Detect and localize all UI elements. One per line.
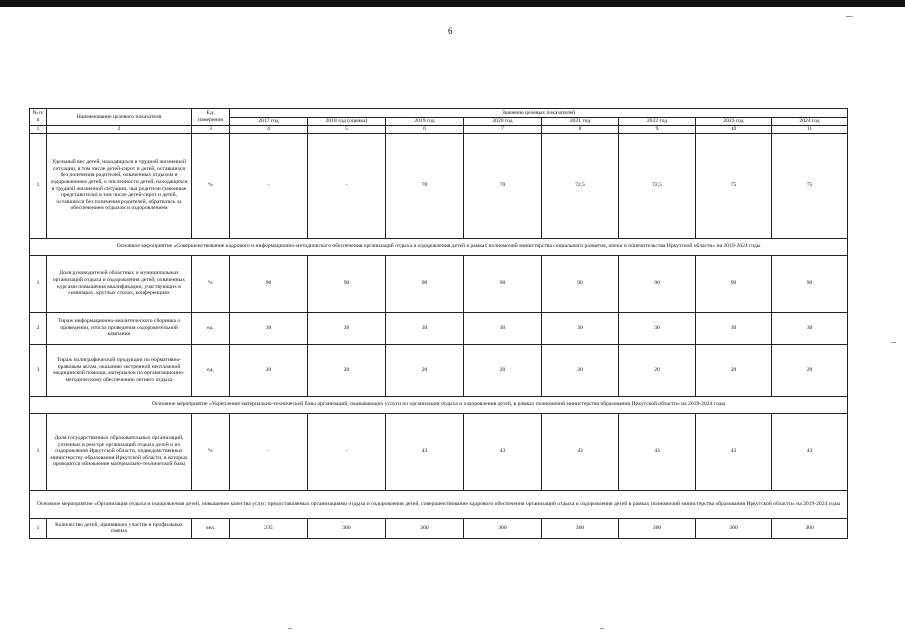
indicator-name: Удельный вес детей, находящихся в трудной жизненной ситуации, в том числе детей-сирот и детей, оставшихся без попечения родителей, охваченных отдыхом и оздоровлением детей, к численности детей, находящихся в трудной жизненной ситуации, чьи родители (законные представители) в том числе детей-сирот и детей, оставшихся без попечения родителей, обратились за обеспечением отдыхом и оздоровлением xyxy=(47,133,192,238)
indicator-value: 235 xyxy=(230,518,308,538)
indicator-value: 360 xyxy=(308,518,386,538)
indicator-value: - xyxy=(308,413,386,490)
row-number: 1 xyxy=(30,133,47,238)
indicator-value: 70 xyxy=(464,133,542,238)
indicator-value: 360 xyxy=(772,518,848,538)
indicator-value: 360 xyxy=(386,518,464,538)
indicator-row xyxy=(30,133,848,238)
indicator-value: 72,5 xyxy=(619,133,696,238)
indicator-value: 90 xyxy=(772,255,848,312)
column-number: 3 xyxy=(192,126,230,134)
column-number: 7 xyxy=(464,126,542,134)
indicator-value: 20 xyxy=(619,344,696,396)
indicator-value: 43 xyxy=(386,413,464,490)
page-number: 6 xyxy=(448,26,453,36)
header-year: 2024 год xyxy=(772,118,848,126)
indicator-value: 75 xyxy=(772,133,848,238)
indicator-value: 20 xyxy=(386,344,464,396)
indicator-value: 30 xyxy=(772,312,848,344)
indicator-value: - xyxy=(308,133,386,238)
column-numbers-row xyxy=(30,126,848,134)
indicator-value: - xyxy=(230,413,308,490)
row-number: 1 xyxy=(30,518,47,538)
header-year: 2020 год xyxy=(464,118,542,126)
indicator-value: 360 xyxy=(696,518,772,538)
indicator-value: 43 xyxy=(542,413,619,490)
scan-artifact-mark xyxy=(891,342,896,343)
section-row xyxy=(30,238,848,255)
indicator-value: 20 xyxy=(542,344,619,396)
indicator-value: 90 xyxy=(696,255,772,312)
section-title: Основное мероприятие «Организация отдыха и оздоровления детей, повышение качества услуг, предоставляемых организациями отдыха и оздоровления детей, совершенствование кадрового обеспечения организаций отдыха и оздоровления детей в рамках полномочий министерства образования Иркутской области» на 2019-2024 годы xyxy=(30,490,848,518)
indicator-value: 30 xyxy=(619,312,696,344)
column-number: 8 xyxy=(542,126,619,134)
indicator-value: 75 xyxy=(696,133,772,238)
column-number: 6 xyxy=(386,126,464,134)
indicator-value: 43 xyxy=(464,413,542,490)
header-year: 2021 год xyxy=(542,118,619,126)
column-number: 1 xyxy=(30,126,47,134)
section-row xyxy=(30,490,848,518)
scan-top-edge xyxy=(0,0,905,7)
indicator-name: Доля государственных образовательных организаций, учтенных в реестре организаций отдыха детей и их оздоровления Иркутской области, подведомственных министерству образования Иркутской области, в которых проводится обновление материально-технической базы xyxy=(47,413,192,490)
indicator-value: 43 xyxy=(696,413,772,490)
indicator-value: 90 xyxy=(464,255,542,312)
indicator-value: 20 xyxy=(230,344,308,396)
table-body xyxy=(30,133,848,538)
indicator-value: 360 xyxy=(542,518,619,538)
unit-of-measure: ед. xyxy=(192,344,230,396)
indicator-value: 20 xyxy=(772,344,848,396)
indicator-row xyxy=(30,255,848,312)
indicator-row xyxy=(30,344,848,396)
indicator-value: 360 xyxy=(619,518,696,538)
header-year: 2022 год xyxy=(619,118,696,126)
column-number: 11 xyxy=(772,126,848,134)
header-year: 2023 год xyxy=(696,118,772,126)
indicator-value: 20 xyxy=(308,344,386,396)
indicator-value: 43 xyxy=(772,413,848,490)
unit-of-measure: ед. xyxy=(192,312,230,344)
indicator-value: - xyxy=(230,133,308,238)
header-year: 2018 год (оценка) xyxy=(308,118,386,126)
column-number: 5 xyxy=(308,126,386,134)
column-number: 10 xyxy=(696,126,772,134)
indicator-value: 90 xyxy=(619,255,696,312)
indicator-row xyxy=(30,413,848,490)
unit-of-measure: % xyxy=(192,413,230,490)
unit-of-measure: % xyxy=(192,255,230,312)
indicator-value: 30 xyxy=(308,312,386,344)
scan-artifact-mark xyxy=(846,16,853,17)
row-number: 2 xyxy=(30,312,47,344)
header-year: 2017 год xyxy=(230,118,308,126)
indicator-value: 30 xyxy=(696,312,772,344)
indicator-name: Тираж информационно-аналитического сборника о проведении, итогах проведения оздоровительной кампании xyxy=(47,312,192,344)
indicator-value: 90 xyxy=(230,255,308,312)
section-title: Основное мероприятие «Совершенствование кадрового и информационно-методического обеспечения организаций отдыха и оздоровления детей в рамках полномочий министерства социального развития, опеки и попечительства Иркутской области» на 2019-2024 годы xyxy=(30,238,848,255)
section-row xyxy=(30,396,848,413)
indicator-value: 70 xyxy=(386,133,464,238)
target-indicators-table xyxy=(29,108,848,539)
header-unit: Ед. измерения xyxy=(192,109,230,126)
header-values-group: Значение целевых показателей xyxy=(230,109,848,118)
indicator-value: 20 xyxy=(696,344,772,396)
row-number: 1 xyxy=(30,255,47,312)
indicator-value: 30 xyxy=(230,312,308,344)
indicator-value: 90 xyxy=(542,255,619,312)
indicator-value: 72,5 xyxy=(542,133,619,238)
column-number: 4 xyxy=(230,126,308,134)
indicator-name: Количество детей, принявших участие в профильных сменах xyxy=(47,518,192,538)
indicator-value: 360 xyxy=(464,518,542,538)
header-name: Наименование целевого показателя xyxy=(47,109,192,126)
indicator-value: 30 xyxy=(542,312,619,344)
indicator-row xyxy=(30,518,848,538)
indicator-value: 30 xyxy=(386,312,464,344)
indicator-name: Доля руководителей областных и муниципальных организаций отдыха и оздоровления детей, охваченных курсами повышения квалификации, участвующих в семинарах, круглых столах, конференциях xyxy=(47,255,192,312)
indicator-value: 30 xyxy=(464,312,542,344)
indicator-value: 90 xyxy=(308,255,386,312)
header-row-top xyxy=(30,109,848,118)
unit-of-measure: % xyxy=(192,133,230,238)
column-number: 2 xyxy=(47,126,192,134)
indicator-name: Тираж полиграфической продукции по нормативно-правовым актам, оказанию экстренной неотложной медицинской помощи, материалов по организационно-методическому обеспечению летнего отдыха xyxy=(47,344,192,396)
scan-artifact-mark xyxy=(288,628,292,629)
indicator-row xyxy=(30,312,848,344)
row-number: 3 xyxy=(30,344,47,396)
header-num: № п/п xyxy=(30,109,47,126)
indicator-value: 43 xyxy=(619,413,696,490)
scan-artifact-mark xyxy=(600,628,604,629)
unit-of-measure: чел. xyxy=(192,518,230,538)
section-title: Основное мероприятие «Укрепление материально-технической базы организаций, оказывающих услуги по организации отдыха и оздоровления детей, в рамках полномочий министерства образования Иркутской области» на 2019-2024 годы xyxy=(30,396,848,413)
row-number: 1 xyxy=(30,413,47,490)
indicator-value: 20 xyxy=(464,344,542,396)
indicator-value: 90 xyxy=(386,255,464,312)
header-year: 2019 год xyxy=(386,118,464,126)
column-number: 9 xyxy=(619,126,696,134)
